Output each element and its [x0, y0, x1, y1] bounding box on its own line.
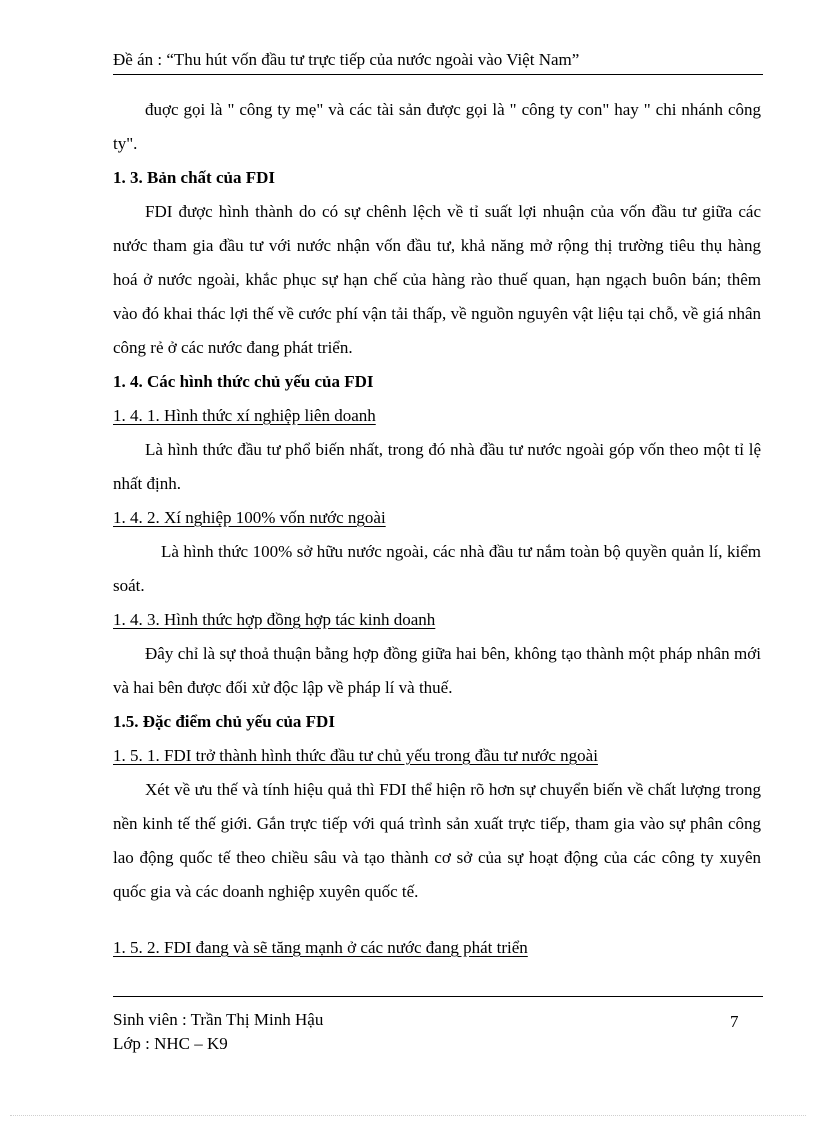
subheading-1-5-2: 1. 5. 2. FDI đang và sẽ tăng mạnh ở các nước đang phát triển [113, 938, 528, 957]
page-footer [113, 1008, 323, 1056]
paragraph-1-5-1: Xét về ưu thế và tính hiệu quả thì FDI thể hiện rõ hơn sự chuyển biến về chất lượng trong nền kinh tế thế giới. Gắn trực tiếp với quá trình sản xuất trực tiếp, tham gia vào sự phân công lao động quốc tế theo chiều sâu và tạo thành cơ sở của sự hoạt động của các công ty xuyên quốc gia và các doanh nghiệp xuyên quốc tế. [113, 780, 761, 901]
subheading-1-4-3: 1. 4. 3. Hình thức hợp đồng hợp tác kinh doanh [113, 610, 436, 629]
page-edge-divider [10, 1115, 806, 1116]
subheading-1-4-2: 1. 4. 2. Xí nghiệp 100% vốn nước ngoài [113, 508, 386, 527]
heading-1-5: 1.5. Đặc điểm chủ yếu của FDI [113, 712, 335, 731]
paragraph-1-4-3: Đây chỉ là sự thoả thuận bằng hợp đồng giữa hai bên, không tạo thành một pháp nhân mới và hai bên được đối xử độc lập về pháp lí và thuế. [113, 644, 761, 697]
footer-divider [113, 996, 763, 997]
paragraph-1-4-2: Là hình thức 100% sở hữu nước ngoài, các nhà đầu tư nắm toàn bộ quyền quản lí, kiểm soát. [113, 542, 761, 595]
paragraph-1-3: FDI được hình thành do có sự chênh lệch về tỉ suất lợi nhuận của vốn đầu tư giữa các nước tham gia đầu tư với nước nhận vốn đầu tư, khả năng mở rộng thị trường tiêu thụ hàng hoá ở nước ngoài, khắc phục sự hạn chế của hàng rào thuế quan, hạn ngạch buôn bán; thêm vào đó khai thác lợi thế về cước phí vận tải thấp, về nguồn nguyên vật liệu tại chỗ, về giá nhân công rẻ ở các nước đang phát triển. [113, 202, 761, 357]
page-header [113, 48, 763, 75]
subheading-1-5-1: 1. 5. 1. FDI trở thành hình thức đầu tư chủ yếu trong đầu tư nước ngoài [113, 746, 598, 765]
spacer [113, 909, 761, 931]
heading-1-3: 1. 3. Bản chất của FDI [113, 168, 275, 187]
footer-class: Lớp : NHC – K9 [113, 1034, 228, 1053]
document-body [113, 93, 761, 965]
footer-student: Sinh viên : Trần Thị Minh Hậu [113, 1010, 324, 1029]
page-number: 7 [730, 1012, 739, 1031]
paragraph-continuation: đuợc gọi là " công ty mẹ" và các tài sản được gọi là " công ty con" hay " chi nhánh công ty". [113, 100, 761, 153]
heading-1-4: 1. 4. Các hình thức chủ yếu của FDI [113, 372, 374, 391]
subheading-1-4-1: 1. 4. 1. Hình thức xí nghiệp liên doanh [113, 406, 376, 425]
paragraph-1-4-1: Là hình thức đầu tư phổ biến nhất, trong đó nhà đầu tư nước ngoài góp vốn theo một tỉ lệ nhất định. [113, 440, 761, 493]
header-title: Đề án : “Thu hút vốn đầu tư trực tiếp của nước ngoài vào Việt Nam” [113, 50, 580, 69]
